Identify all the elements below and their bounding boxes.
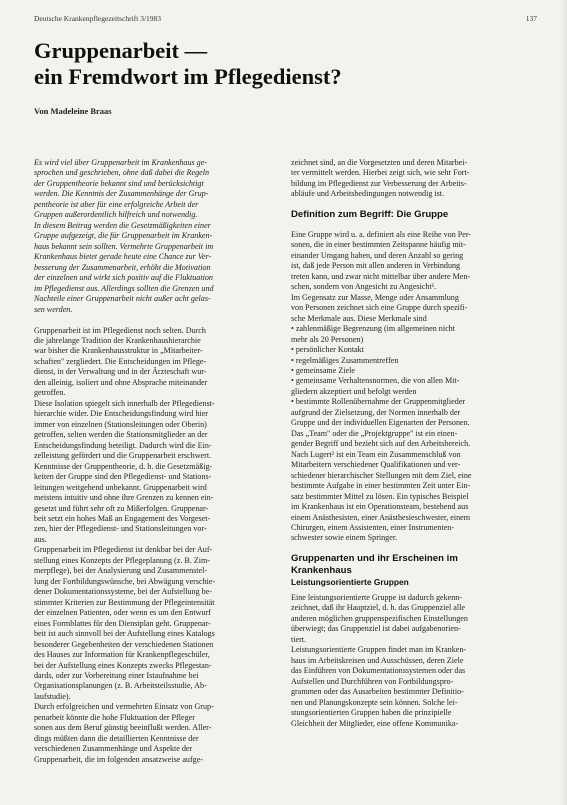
text-line: eines Formblattes für den Dienstplan geht. Gruppenar-	[34, 618, 211, 628]
text-line: zen, hier der Pflegedienst- und Stationsleitungen vor-	[34, 524, 207, 534]
body-paragraph-2	[34, 545, 280, 765]
text-line: im Pflegedienst aus. Allerdings sollten die Grenzen und	[34, 283, 214, 293]
text-line: Gruppenarbeit ist im Pflegedienst noch selten. Durch	[34, 325, 206, 335]
text-line: aus.	[34, 534, 47, 544]
text-line: Diese Isolation spiegelt sich innerhalb der Pflegedienst-	[34, 398, 215, 408]
text-line: • gemeinsame Verhaltensnormen, die von allen Mit-	[291, 376, 460, 386]
text-line: penarbeit könnte die hohe Fluktuation der Pfleger	[34, 712, 195, 722]
text-line: zeichnet sind, an die Vorgesetzten und deren Mitarbei-	[291, 158, 468, 167]
text-line: das Einführen von Dokumentationssystemen oder das	[291, 666, 466, 676]
text-line: der einzelnen Patienten, oder wenn es um den Entwurf	[34, 608, 211, 618]
text-line: Kenntnisse der Gruppentheorie, d. h. die Gesetzmäßig-	[34, 461, 213, 471]
text-line: • zahlenmäßige Begrenzung (im allgemeinen nicht	[291, 324, 455, 334]
text-line: dienst, in der Verwaltung und in der Ärzteschaft wur-	[34, 367, 207, 377]
text-line: immer von einzelnen (Stationsleitungen oder Oberin)	[34, 419, 207, 429]
text-line: dards, oder zur Vorbereitung einer Istaufnahme bei	[34, 671, 199, 680]
text-line: leitungen weitgehend unbekannt. Gruppenarbeit wird	[34, 482, 207, 492]
text-line: laufstudie).	[34, 691, 71, 701]
text-line: pentheorie ist aber für eine erfolgreiche Arbeit der	[34, 199, 199, 209]
text-line: • persönlicher Kontakt	[291, 345, 364, 355]
text-line: Eine leistungsorientierte Gruppe ist dadurch gekenn-	[291, 592, 463, 602]
text-line: Gleichheit der Mitglieder, eine offene Kommunika-	[291, 718, 459, 728]
definition-paragraph	[291, 230, 537, 544]
text-line: dener Dokumentationssysteme, bei der Aufstellung be-	[34, 587, 213, 597]
text-line: der einzelnen und wirkt sich positiv auf die Fluktuation	[34, 273, 213, 283]
text-line: Chirurgen, einem Assistenten, einer Instrumenten-	[291, 523, 455, 532]
text-line: aufgrund der Zielsetzung, der Normen innerhalb der	[291, 407, 461, 417]
text-line: besonderer Gegebenheiten der verschiedenen Stationen	[34, 639, 214, 649]
text-line: beit setzt ein hohes Maß an Engagement des Vorgeset-	[34, 513, 211, 523]
subheading-leistung: Leistungsorientierte Gruppen	[291, 576, 409, 587]
text-line: einem Anästhesisten, einer Anästhesieschwester, einem	[291, 512, 471, 522]
text-line: keiten der Gruppe sind den Pflegedienst- und Stations-	[34, 472, 212, 482]
text-line: Nachteile einer Gruppenarbeit nicht außer acht gelas-	[34, 294, 211, 304]
text-line: Gruppen außerordentlich hilfreich und notwendig.	[34, 210, 198, 220]
text-line: sonen, die in einer bestimmten Zeitspanne häufig mit-	[291, 240, 466, 250]
text-line: stungsorientierten Gruppen haben die prinzipielle	[291, 708, 452, 718]
text-line: lung der Fortbildungswünsche, bei Abwägung verschie-	[34, 576, 216, 586]
text-line: Gruppenarbeit im Pflegedienst ist denkbar bei der Auf-	[34, 545, 213, 555]
text-line: Mitarbeitern verschiedener Qualifikationen und ver-	[291, 460, 461, 470]
text-line: getroffen.	[34, 388, 66, 398]
intro-paragraph	[34, 158, 280, 315]
text-line: besserung der Zusammenarbeit, erhöht die Motivation	[34, 262, 211, 272]
text-line: der Gruppentheorie bekannt sind und berücksichtigt	[34, 178, 204, 188]
text-line: Das „Team" oder die „Projektgruppe" ist ein einen-	[291, 428, 458, 438]
text-line: nen und Planungskonzepte sein können. Solche lei-	[291, 697, 458, 707]
text-line: haus bekannt sein sollten. Vermehrte Gruppenarbeit im	[34, 241, 214, 251]
text-line: schwester sowie einem Springer.	[291, 533, 398, 543]
title-line-2: ein Fremdwort im Pflegedienst?	[34, 64, 342, 89]
text-line: stellung eines Konzepts der Pflegeplanung (z. B. Zim-	[34, 555, 210, 565]
text-line: Krankenhaus bietet gerade heute eine Chance zur Ver-	[34, 252, 212, 262]
text-line: gesetzt und führt sehr oft zu Mißerfolgen. Gruppenar-	[34, 503, 209, 513]
text-line: bestimmte Aufgabe in einer bestimmten Zeit unter Ein-	[291, 481, 471, 491]
text-line: meistens intuitiv und ohne ihre Grenzen zu kennen ein-	[34, 493, 214, 503]
text-line: • gemeinsame Ziele	[291, 365, 355, 375]
text-line: schiedener hierarchischer Stellungen mit dem Ziel, eine	[291, 470, 472, 480]
text-line: hierarchie wider. Die Entscheidungsfindung wird hier	[34, 409, 208, 419]
text-line: verschiedenen Zusammenhänge und Aspekte der	[34, 744, 193, 754]
continuation-paragraph	[291, 158, 537, 200]
text-line: abläufe und Arbeitsbedingungen notwendig ist.	[291, 189, 445, 199]
text-line: Nach Lugert² ist ein Team ein Zusammenschluß von	[291, 449, 461, 459]
text-line: Leistungsorientierte Gruppen findet man im Kranken-	[291, 645, 467, 655]
text-line: schen, sondern von Angesicht zu Angesicht¹.	[291, 282, 437, 292]
text-line: im Krankenhaus ist ein Operationsteam, bestehend aus	[291, 502, 469, 512]
text-line: Gruppe aufgezeigt, die für Gruppenarbeit im Kranken-	[34, 231, 213, 241]
text-line: grammen oder das Ausarbeiten bestimmter Definitio-	[291, 687, 464, 697]
text-line: des Hauses zur Information für Krankenpflegeschüler,	[34, 650, 210, 660]
text-line: zelleistung gefördert und die Gruppenarbeit erschwert.	[34, 451, 212, 461]
text-line: bei der Aufstellung eines Konzepts zwecks Pflegestan-	[34, 660, 212, 670]
scan-shadow	[559, 0, 567, 805]
text-line: bildung im Pflegedienst zur Verbesserung der Arbeits-	[291, 178, 467, 188]
text-line: In diesem Beitrag werden die Gesetzmäßigkeiten einer	[34, 220, 211, 230]
text-line: sonen aus dem Beruf günstig beeinflußt werden. Aller-	[34, 723, 212, 733]
text-line: beit ist auch sinnvoll bei der Aufstellung eines Katalogs	[34, 629, 215, 639]
text-line: schaften" zergliedert. Die Entscheidungen im Pflege-	[34, 356, 207, 366]
text-line: sen werden.	[34, 304, 73, 314]
text-line: merpflege), bei der Analysierung und Zusammenstel-	[34, 566, 208, 576]
section-heading-gruppenarten-2: Krankenhaus	[291, 564, 352, 576]
left-column	[34, 158, 280, 765]
text-line: satz bestimmter Mittel zu lösen. Ein typisches Beispiel	[291, 491, 469, 501]
text-line: Durch erfolgreichen und vermehrten Einsatz von Grup-	[34, 702, 214, 712]
text-line: die jahrelange Tradition der Krankenhaushierarchie	[34, 336, 201, 345]
text-line: überwiegt; das Gruppenziel ist dabei aufgabenorien-	[291, 624, 461, 634]
text-line: den alleinig, isoliert und ohne Absprache miteinander	[34, 377, 208, 387]
text-line: Aufstellen und Durchführen von Fortbildungspro-	[291, 676, 454, 686]
section-heading-definition: Definition zum Begriff: Die Gruppe	[291, 208, 449, 220]
text-line: dings müßten dann die detaillierten Kenntnisse der	[34, 733, 199, 743]
page-number: 137	[525, 14, 537, 23]
right-column	[291, 158, 537, 729]
text-line: anderen möglichen gruppenspezifischen Einstellungen	[291, 613, 468, 623]
text-line: • regelmäßiges Zusammentreffen	[291, 355, 399, 365]
text-line: werden. Die Kenntnis der Zusammenhänge der Grup-	[34, 189, 209, 199]
text-line: ter vermittelt werden. Hierbei zeigt sich, wie sehr Fort-	[291, 168, 470, 178]
text-line: ist, daß jede Person mit allen anderen in Verbindung	[291, 261, 461, 271]
title-line-1: Gruppenarbeit —	[34, 38, 208, 63]
journal-name: Deutsche Krankenpflegezeitschrift 3/1983	[34, 14, 162, 23]
text-line: einander Umgang haben, und deren Anzahl so gering	[291, 250, 464, 260]
text-line: Im Gegensatz zur Masse, Menge oder Ansammlung	[291, 292, 459, 302]
body-paragraph-1	[34, 326, 280, 546]
text-line: von Personen zeichnet sich eine Gruppe durch spezifi-	[291, 303, 468, 313]
leistung-paragraph	[291, 593, 537, 729]
text-line: Es wird viel über Gruppenarbeit im Krankenhaus ge-	[34, 158, 208, 167]
text-line: sche Merkmale aus. Diese Merkmale sind	[291, 313, 427, 323]
text-line: gender Begriff und bezieht sich auf den Arbeitsbereich.	[291, 439, 471, 449]
text-line: getroffen, selten werden die Stationsmitglieder an der	[34, 430, 208, 440]
text-line: haus im Arbeitskreisen und Ausschüssen, deren Ziele	[291, 655, 464, 665]
text-line: mehr als 20 Personen)	[291, 334, 364, 344]
text-line: Organisationsplanungen (z. B. Arbeitsteilsstudie, Ab-	[34, 681, 207, 691]
text-line: war bisher die Krankenhausstruktur in „Mitarbeiter-	[34, 346, 203, 356]
text-line: Gruppenarbeit, die im folgenden ansatzweise aufge-	[34, 754, 204, 764]
section-heading-gruppenarten-1: Gruppenarten und ihr Erscheinen im	[291, 552, 458, 564]
text-line: stimmter Kriterien zur Bestimmung der Pflegeintensität	[34, 597, 215, 607]
text-line: zeichnet, daß ihr Hauptziel, d. h. das Gruppenziel alle	[291, 603, 465, 613]
text-line: • bestimmte Rollenübernahme der Gruppenmitglieder	[291, 397, 466, 407]
article-title	[34, 38, 534, 90]
text-line: Entscheidungsfindung beteiligt. Dadurch wird die Ein-	[34, 440, 212, 450]
text-line: gliedern akzeptiert und befolgt werden	[291, 386, 417, 396]
running-header	[34, 14, 537, 28]
text-line: tiert.	[291, 634, 307, 644]
text-line: sprochen und geschrieben, ohne daß dabei die Regeln	[34, 168, 210, 178]
text-line: Gruppe und der individuellen Eigenarten der Personen.	[291, 418, 470, 428]
author-byline: Von Madeleine Braas	[34, 106, 112, 116]
text-line: Eine Gruppe wird u. a. definiert als eine Reihe von Per-	[291, 229, 472, 239]
text-line: treten kann, und zwar nicht mittelbar über andere Men-	[291, 271, 471, 281]
